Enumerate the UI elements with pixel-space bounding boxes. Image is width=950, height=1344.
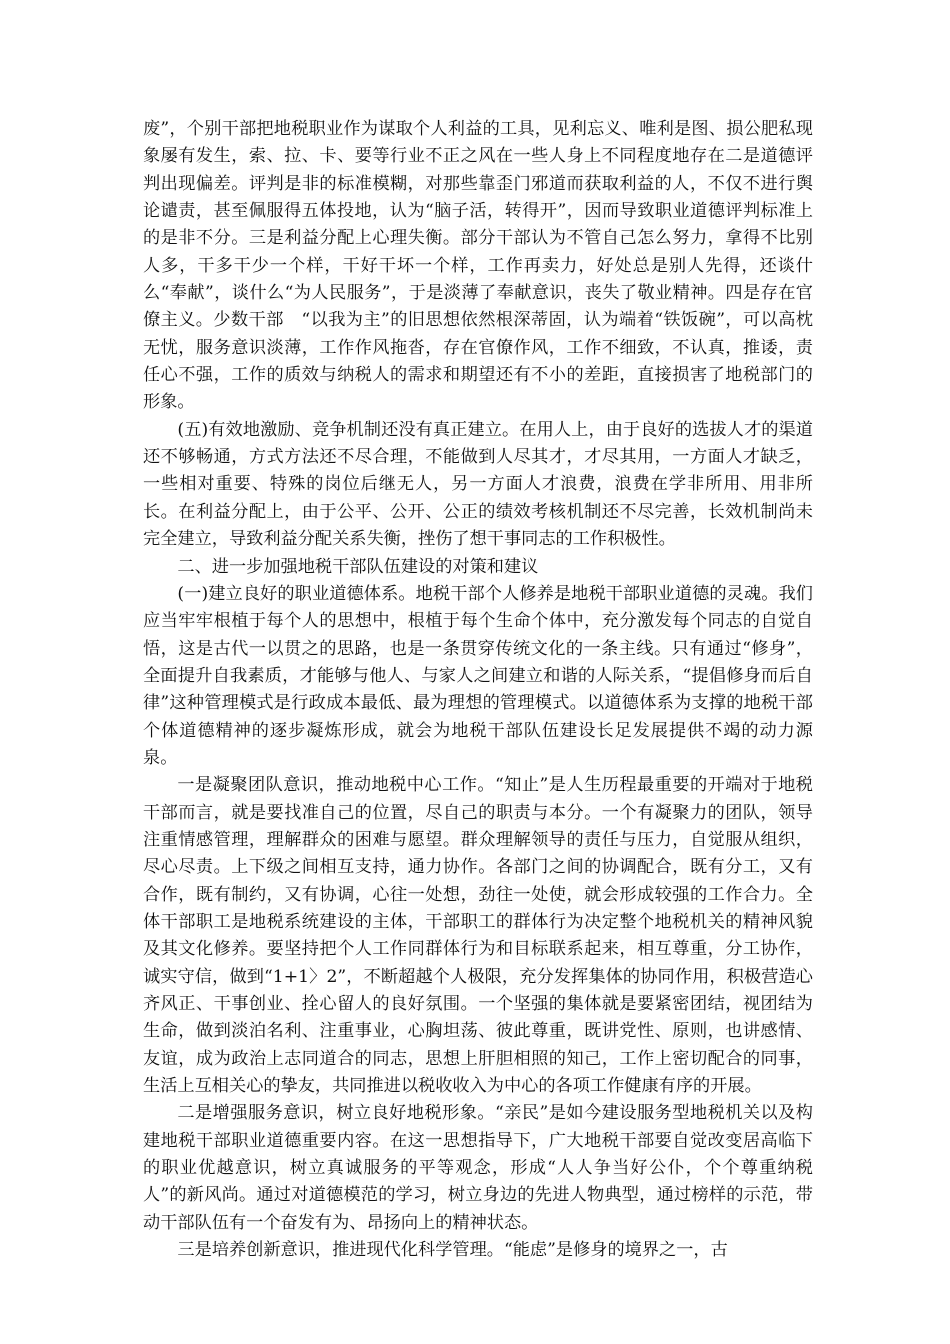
paragraph-team-awareness: 一是凝聚团队意识，推动地税中心工作。“知止”是人生历程最重要的开端对于地税干部而言，就是要找准自己的位置，尽自己的职责与本分。一个有凝聚力的团队，领导注重情感管理，理解群众的困难与愿望。群众理解领导的责任与压力，自觉服从组织，尽心尽责。上下级之间相互支持，通力协作。各部门之间的协调配合，既有分工，又有合作，既有制约，又有协调，心往一处想，劲往一处使，就会形成较强的工作合力。全体干部职工是地税系统建设的主体，干部职工的群体行为决定整个地税机关的精神风貌及其文化修养。要坚持把个人工作同群体行为和目标联系起来，相互尊重，分工协作，诚实守信，做到“1+1〉2”，不断超越个人极限，充分发挥集体的协同作用，积极营造心齐风正、干事创业、拴心留人的良好氛围。一个坚强的集体就是要紧密团结，视团结为生命，做到淡泊名利、注重事业，心胸坦荡、彼此尊重，既讲党性、原则，也讲感情、友谊，成为政治上志同道合的同志，思想上肝胆相照的知己，工作上密切配合的同事，生活上互相关心的挚友，共同推进以税收收入为中心的各项工作健康有序的开展。 bbox=[143, 775, 813, 1097]
paragraph-continued-problems: 废”，个别干部把地税职业作为谋取个人利益的工具，见利忘义、唯利是图、损公肥私现象屡有发生，索、拉、卡、要等行业不正之风在一些人身上不同程度地存在二是道德评判出现偏差。评判是非的标准模糊，对那些靠歪门邪道而获取利益的人，不仅不进行舆论谴责，甚至佩服得五体投地，认为“脑子活，转得开”，因而导致职业道德评判标准上的是非不分。三是利益分配上心理失衡。部分干部认为不管自己怎么努力，拿得不比别人多，干多干少一个样，干好干坏一个样，工作再卖力，好处总是别人先得，还谈什么“奉献”，谈什么“为人民服务”，于是淡薄了奉献意识，丧失了敬业精神。四是存在官僚主义。少数干部 “以我为主”的旧思想依然根深蒂固，认为端着“铁饭碗”，可以高枕无忧，服务意识淡薄，工作作风拖沓，存在官僚作风，工作不细致，不认真，推诿，责任心不强，工作的质效与纳税人的需求和期望还有不小的差距，直接损害了地税部门的形象。 bbox=[143, 119, 813, 413]
document-body bbox=[143, 116, 813, 1264]
paragraph-innovation-awareness: 三是培养创新意识，推进现代化科学管理。“能虑”是修身的境界之一，古 bbox=[177, 1240, 728, 1261]
paragraph-incentive-mechanism: (五)有效地激励、竞争机制还没有真正建立。在用人上，由于良好的选拔人才的渠道还不够畅通，方式方法还不尽合理，不能做到人尽其才，才尽其用，一方面人才缺乏，一些相对重要、特殊的岗位后继无人，另一方面人才浪费，浪费在学非所用、用非所长。在利益分配上，由于公平、公开、公正的绩效考核机制还不尽完善，长效机制尚未完全建立，导致利益分配关系失衡，挫伤了想干事同志的工作积极性。 bbox=[143, 419, 813, 550]
paragraph-professional-ethics: (一)建立良好的职业道德体系。地税干部个人修养是地税干部职业道德的灵魂。我们应当牢牢根植于每个人的思想中，根植于每个生命个体中，充分激发每个同志的自觉自悟，这是古代一以贯之的思路，也是一条贯穿传统文化的一条主线。只有通过“修身”，全面提升自我素质，才能够与他人、与家人之间建立和谐的人际关系，“提倡修身而后自律”这种管理模式是行政成本最低、最为理想的管理模式。以道德体系为支撑的地税干部个体道德精神的逐步凝炼形成，就会为地税干部队伍建设长足发展提供不竭的动力源泉。 bbox=[143, 583, 813, 768]
section-heading-countermeasures: 二、进一步加强地税干部队伍建设的对策和建议 bbox=[177, 556, 539, 577]
paragraph-service-awareness: 二是增强服务意识，树立良好地税形象。“亲民”是如今建设服务型地税机关以及构建地税干部职业道德重要内容。在这一思想指导下，广大地税干部要自觉改变居高临下的职业优越意识，树立真诚服务的平等观念，形成“人人争当好公仆，个个尊重纳税人”的新风尚。通过对道德模范的学习，树立身边的先进人物典型，通过榜样的示范，带动干部队伍有一个奋发有为、昂扬向上的精神状态。 bbox=[143, 1103, 813, 1233]
